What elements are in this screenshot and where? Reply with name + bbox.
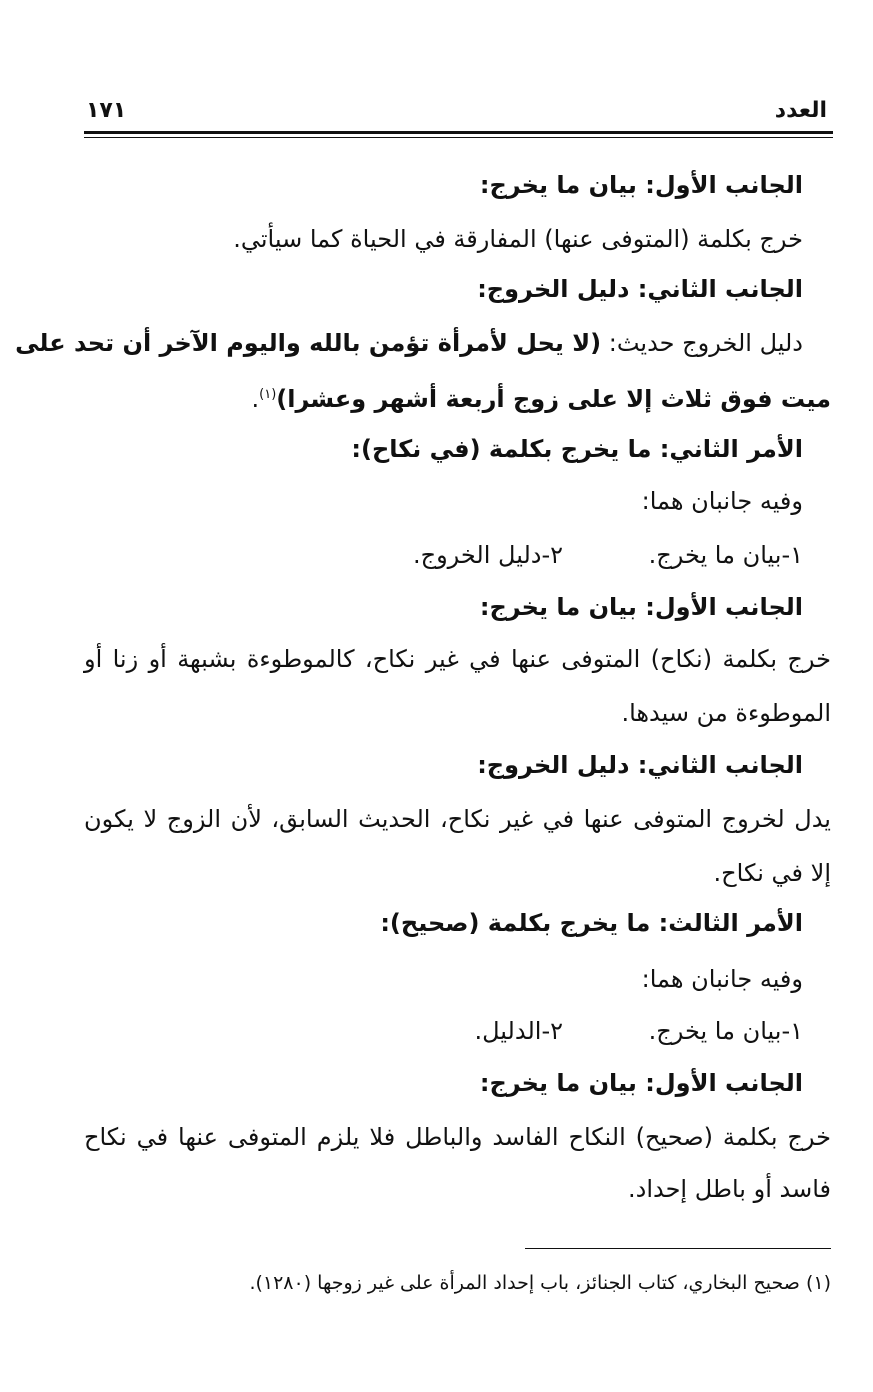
running-header <box>84 98 833 126</box>
hadith-text: ميت فوق ثلاث إلا على زوج أربعة أشهر وعشرا) <box>276 385 831 413</box>
body-line: وفيه جانبان هما: <box>641 487 803 515</box>
header-rule-thick <box>84 131 833 134</box>
hadith-text: (لا يحل لأمرأة تؤمن بالله واليوم الآخر أن تحد على <box>15 329 602 357</box>
page-number: ١٧١ <box>86 98 127 123</box>
enumeration-row <box>84 1014 803 1048</box>
footnote: (١) صحيح البخاري، كتاب الجنائز، باب إحداد المرأة على غير زوجها (١٢٨٠). <box>249 1272 831 1294</box>
enumeration-row <box>84 538 803 572</box>
enum-item-1: ١-بيان ما يخرج. <box>648 1017 803 1045</box>
body-line <box>84 378 831 416</box>
section-heading: الجانب الثاني: دليل الخروج: <box>477 751 803 779</box>
section-heading: الجانب الأول: بيان ما يخرج: <box>479 593 803 621</box>
body-line: وفيه جانبان هما: <box>641 965 803 993</box>
section-heading: الأمر الثاني: ما يخرج بكلمة (في نكاح): <box>351 435 803 463</box>
body-line: يدل لخروج المتوفى عنها في غير نكاح، الحديث السابق، لأن الزوج لا يكون <box>84 805 831 833</box>
body-line: خرج بكلمة (المتوفى عنها) المفارقة في الحياة كما سيأتي. <box>233 225 803 253</box>
enum-item-1: ١-بيان ما يخرج. <box>648 541 803 569</box>
section-heading: الجانب الثاني: دليل الخروج: <box>477 275 803 303</box>
footnote-rule <box>525 1248 831 1249</box>
period: . <box>251 385 260 413</box>
body-line: فاسد أو باطل إحداد. <box>628 1175 831 1203</box>
chapter-title: العدد <box>774 98 827 123</box>
enum-item-2: ٢-دليل الخروج. <box>412 541 563 569</box>
body-line: إلا في نكاح. <box>713 859 831 887</box>
section-heading: الأمر الثالث: ما يخرج بكلمة (صحيح): <box>380 909 803 937</box>
body-line <box>15 326 803 360</box>
enum-item-2: ٢-الدليل. <box>474 1017 563 1045</box>
hadith-intro: دليل الخروج حديث: <box>608 329 803 357</box>
body-line: خرج بكلمة (نكاح) المتوفى عنها في غير نكاح، كالموطوءة بشبهة أو زنا أو <box>84 645 831 673</box>
footnote-marker: (١) <box>259 387 277 402</box>
body-line: خرج بكلمة (صحيح) النكاح الفاسد والباطل فلا يلزم المتوفى عنها في نكاح <box>84 1123 831 1151</box>
section-heading: الجانب الأول: بيان ما يخرج: <box>479 171 803 199</box>
header-rule-thin <box>84 137 833 138</box>
section-heading: الجانب الأول: بيان ما يخرج: <box>479 1069 803 1097</box>
body-line: الموطوءة من سيدها. <box>621 699 831 727</box>
